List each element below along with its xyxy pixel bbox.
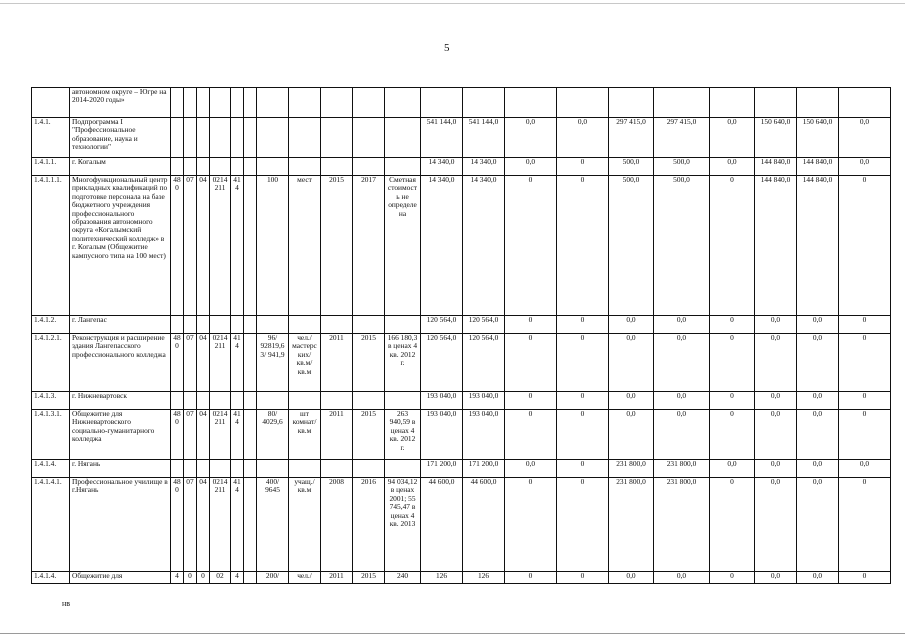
- cell-v4: 0,0: [557, 118, 609, 158]
- cell-v2: 120 564,0: [463, 334, 505, 392]
- cell-start: 2011: [321, 572, 353, 584]
- cell-v6: [654, 88, 710, 118]
- cell-c1: [171, 88, 184, 118]
- cell-c1: [171, 460, 184, 478]
- cell-c4: [210, 460, 231, 478]
- cell-v10: 0: [839, 410, 891, 460]
- cell-end: 2015: [353, 572, 385, 584]
- cell-v1: [421, 88, 463, 118]
- cell-v7: 0: [710, 572, 755, 584]
- cell-c3: [197, 158, 210, 176]
- page-number: 5: [444, 42, 450, 54]
- cell-v9: 0,0: [797, 316, 839, 334]
- cell-cost: [385, 460, 421, 478]
- cell-v7: 0: [710, 478, 755, 572]
- cell-code: 1.4.1.3.: [32, 392, 70, 410]
- cell-v5: 500,0: [609, 176, 654, 316]
- cell-v2: 14 340,0: [463, 158, 505, 176]
- cell-c6: [244, 88, 257, 118]
- cell-name: Профессиональное училище в г.Нягань: [70, 478, 171, 572]
- cell-c3: 04: [197, 176, 210, 316]
- cell-c4: 0214211: [210, 410, 231, 460]
- cell-v9: 0,0: [797, 334, 839, 392]
- cell-cost: [385, 118, 421, 158]
- footer-text: нв: [62, 599, 71, 608]
- cell-c5: [231, 316, 244, 334]
- cell-v1: 120 564,0: [421, 316, 463, 334]
- cell-v3: 0,0: [505, 118, 557, 158]
- table-row: [32, 410, 891, 460]
- table-row: [32, 118, 891, 158]
- cell-end: [353, 392, 385, 410]
- cell-unit: [289, 392, 321, 410]
- cell-start: [321, 158, 353, 176]
- cell-v4: 0: [557, 460, 609, 478]
- cell-c2: [184, 118, 197, 158]
- cell-cap: [257, 460, 289, 478]
- cell-v6: 231 800,0: [654, 460, 710, 478]
- cell-cap: [257, 88, 289, 118]
- cell-v1: 171 200,0: [421, 460, 463, 478]
- cell-c3: [197, 460, 210, 478]
- cell-c6: [244, 410, 257, 460]
- cell-v9: 144 840,0: [797, 158, 839, 176]
- cell-end: 2017: [353, 176, 385, 316]
- cell-v1: 14 340,0: [421, 158, 463, 176]
- cell-c6: [244, 158, 257, 176]
- cell-cost: 263 940,59 в ценах 4 кв. 2012 г.: [385, 410, 421, 460]
- cell-v5: 0,0: [609, 572, 654, 584]
- cell-name: автономном округе – Югре на 2014-2020 годы»: [70, 88, 171, 118]
- cell-cost: 240: [385, 572, 421, 584]
- cell-v4: 0: [557, 478, 609, 572]
- cell-v9: [797, 88, 839, 118]
- cell-end: [353, 118, 385, 158]
- cell-v6: 297 415,0: [654, 118, 710, 158]
- cell-v6: 500,0: [654, 176, 710, 316]
- cell-v5: 231 800,0: [609, 478, 654, 572]
- cell-c1: 480: [171, 176, 184, 316]
- cell-v7: 0: [710, 410, 755, 460]
- cell-cap: [257, 392, 289, 410]
- table-row: [32, 158, 891, 176]
- cell-end: 2015: [353, 334, 385, 392]
- cell-v2: 171 200,0: [463, 460, 505, 478]
- cell-cap: 400/ 9645: [257, 478, 289, 572]
- cell-v3: [505, 88, 557, 118]
- cell-code: 1.4.1.1.: [32, 158, 70, 176]
- cell-c1: 480: [171, 334, 184, 392]
- cell-name: Общежитие для Нижневартовского социально-гуманитарного колледжа: [70, 410, 171, 460]
- cell-c5: [231, 118, 244, 158]
- cell-v10: 0: [839, 572, 891, 584]
- scan-bottom-edge: [0, 633, 905, 634]
- cell-v2: 193 040,0: [463, 410, 505, 460]
- cell-c5: [231, 158, 244, 176]
- table-row: [32, 176, 891, 316]
- cell-c5: [231, 88, 244, 118]
- cell-name: г. Нягань: [70, 460, 171, 478]
- cell-start: 2011: [321, 334, 353, 392]
- cell-v7: [710, 88, 755, 118]
- cell-c4: [210, 392, 231, 410]
- cell-v6: 500,0: [654, 158, 710, 176]
- cell-unit: [289, 118, 321, 158]
- cell-c2: [184, 392, 197, 410]
- cell-cost: [385, 392, 421, 410]
- cell-v5: 231 800,0: [609, 460, 654, 478]
- cell-unit: мест: [289, 176, 321, 316]
- cell-v2: 44 600,0: [463, 478, 505, 572]
- cell-c5: 414: [231, 176, 244, 316]
- cell-v4: 0: [557, 316, 609, 334]
- cell-end: [353, 316, 385, 334]
- cell-v3: 0: [505, 176, 557, 316]
- cell-cost: [385, 316, 421, 334]
- cell-v6: 0,0: [654, 334, 710, 392]
- cell-v8: 0,0: [755, 316, 797, 334]
- cell-v10: 0: [839, 478, 891, 572]
- cell-v9: 0,0: [797, 572, 839, 584]
- cell-unit: чел./: [289, 572, 321, 584]
- cell-c1: 480: [171, 410, 184, 460]
- cell-code: [32, 88, 70, 118]
- cell-start: [321, 316, 353, 334]
- cell-code: 1.4.1.3.1.: [32, 410, 70, 460]
- cell-name: Многофункциональный центр прикладных квалификаций по подготовке персонала на базе бюджетного учреждения профессионального образования автономного округа «Когалымский политехнический колледж» в г. Когалым (Общежитие кампусного типа на 100 мест): [70, 176, 171, 316]
- cell-v9: 0,0: [797, 460, 839, 478]
- cell-v8: [755, 88, 797, 118]
- cell-v3: 0,0: [505, 158, 557, 176]
- cell-v7: 0,0: [710, 460, 755, 478]
- cell-v5: 0,0: [609, 392, 654, 410]
- cell-code: 1.4.1.4.: [32, 572, 70, 584]
- cell-start: [321, 460, 353, 478]
- cell-v4: 0: [557, 176, 609, 316]
- cell-v8: 0,0: [755, 334, 797, 392]
- cell-name: Общежитие для: [70, 572, 171, 584]
- cell-c6: [244, 572, 257, 584]
- cell-cap: [257, 158, 289, 176]
- cell-v7: 0: [710, 176, 755, 316]
- cell-v3: 0,0: [505, 460, 557, 478]
- cell-v7: 0: [710, 392, 755, 410]
- cell-v7: 0,0: [710, 118, 755, 158]
- cell-v1: 44 600,0: [421, 478, 463, 572]
- cell-v9: 0,0: [797, 478, 839, 572]
- cell-v3: 0: [505, 478, 557, 572]
- cell-c6: [244, 334, 257, 392]
- cell-c4: [210, 316, 231, 334]
- cell-name: Подпрограмма I "Профессиональное образование, наука и технологии": [70, 118, 171, 158]
- cell-end: 2016: [353, 478, 385, 572]
- cell-v2: 120 564,0: [463, 316, 505, 334]
- cell-name: г. Лангепас: [70, 316, 171, 334]
- cell-v9: 150 640,0: [797, 118, 839, 158]
- cell-unit: [289, 158, 321, 176]
- cell-v1: 120 564,0: [421, 334, 463, 392]
- cell-v9: 0,0: [797, 410, 839, 460]
- cell-v1: 14 340,0: [421, 176, 463, 316]
- cell-unit: чел./ мастерских/ кв.м/ кв.м: [289, 334, 321, 392]
- cell-unit: учащ./ кв.м: [289, 478, 321, 572]
- cell-v4: [557, 88, 609, 118]
- cell-v10: 0: [839, 176, 891, 316]
- cell-v10: 0: [839, 316, 891, 334]
- cell-v5: 0,0: [609, 410, 654, 460]
- cell-v3: 0: [505, 334, 557, 392]
- cell-c1: [171, 316, 184, 334]
- cell-c3: 04: [197, 410, 210, 460]
- cell-c3: [197, 88, 210, 118]
- cell-v2: 126: [463, 572, 505, 584]
- cell-cost: [385, 158, 421, 176]
- cell-c2: 0: [184, 572, 197, 584]
- budget-table: [31, 87, 891, 584]
- cell-v1: 193 040,0: [421, 392, 463, 410]
- cell-v5: [609, 88, 654, 118]
- table-row: [32, 478, 891, 572]
- cell-c2: 07: [184, 410, 197, 460]
- cell-cost: 166 180,3 в ценах 4 кв. 2012 г.: [385, 334, 421, 392]
- cell-unit: [289, 316, 321, 334]
- cell-code: 1.4.1.: [32, 118, 70, 158]
- table-row: [32, 392, 891, 410]
- cell-c6: [244, 460, 257, 478]
- cell-v4: 0: [557, 410, 609, 460]
- table-row: [32, 88, 891, 118]
- cell-c3: 04: [197, 478, 210, 572]
- cell-start: 2011: [321, 410, 353, 460]
- scan-top-edge: [0, 3, 905, 4]
- cell-c5: [231, 460, 244, 478]
- cell-cost: [385, 88, 421, 118]
- cell-c4: 0214211: [210, 334, 231, 392]
- cell-start: 2008: [321, 478, 353, 572]
- cell-v4: 0: [557, 334, 609, 392]
- cell-c4: 02: [210, 572, 231, 584]
- cell-c4: 0214211: [210, 478, 231, 572]
- cell-v8: 144 840,0: [755, 158, 797, 176]
- cell-c2: [184, 460, 197, 478]
- cell-cap: [257, 316, 289, 334]
- cell-v3: 0: [505, 572, 557, 584]
- cell-v10: 0,0: [839, 158, 891, 176]
- cell-c4: [210, 158, 231, 176]
- cell-v6: 231 800,0: [654, 478, 710, 572]
- cell-v3: 0: [505, 410, 557, 460]
- cell-v3: 0: [505, 316, 557, 334]
- table-row: [32, 460, 891, 478]
- cell-cost: Сметная стоимость не определена: [385, 176, 421, 316]
- cell-c4: [210, 88, 231, 118]
- cell-v8: 0,0: [755, 410, 797, 460]
- cell-c6: [244, 478, 257, 572]
- cell-c3: [197, 118, 210, 158]
- cell-v2: 541 144,0: [463, 118, 505, 158]
- cell-code: 1.4.1.2.: [32, 316, 70, 334]
- cell-c5: 4: [231, 572, 244, 584]
- cell-code: 1.4.1.2.1.: [32, 334, 70, 392]
- cell-name: г. Нижневартовск: [70, 392, 171, 410]
- cell-v10: 0: [839, 334, 891, 392]
- cell-c6: [244, 392, 257, 410]
- cell-c6: [244, 118, 257, 158]
- cell-v8: 0,0: [755, 572, 797, 584]
- cell-c2: 07: [184, 478, 197, 572]
- cell-c1: 480: [171, 478, 184, 572]
- cell-code: 1.4.1.1.1.: [32, 176, 70, 316]
- cell-c2: [184, 158, 197, 176]
- cell-c2: 07: [184, 334, 197, 392]
- cell-c2: [184, 316, 197, 334]
- table-row: [32, 316, 891, 334]
- cell-v5: 0,0: [609, 316, 654, 334]
- cell-cap: 96/ 92819,63/ 941,9: [257, 334, 289, 392]
- cell-v9: 144 840,0: [797, 176, 839, 316]
- cell-c3: 0: [197, 572, 210, 584]
- cell-v5: 500,0: [609, 158, 654, 176]
- cell-v8: 144 840,0: [755, 176, 797, 316]
- cell-cap: [257, 118, 289, 158]
- cell-unit: шт комнат/ кв.м: [289, 410, 321, 460]
- cell-v3: 0: [505, 392, 557, 410]
- cell-unit: [289, 460, 321, 478]
- cell-c5: 414: [231, 334, 244, 392]
- cell-v6: 0,0: [654, 572, 710, 584]
- cell-c4: 0214211: [210, 176, 231, 316]
- cell-v7: 0,0: [710, 158, 755, 176]
- cell-v8: 150 640,0: [755, 118, 797, 158]
- cell-c5: [231, 392, 244, 410]
- cell-v4: 0: [557, 572, 609, 584]
- cell-end: [353, 460, 385, 478]
- cell-cost: 94 034,12 в ценах 2001; 55 745,47 в ценах 4 кв. 2013: [385, 478, 421, 572]
- cell-c6: [244, 316, 257, 334]
- cell-v1: 126: [421, 572, 463, 584]
- cell-c1: [171, 118, 184, 158]
- cell-end: [353, 88, 385, 118]
- cell-start: [321, 118, 353, 158]
- table-row: [32, 572, 891, 584]
- cell-v6: 0,0: [654, 410, 710, 460]
- cell-v6: 0,0: [654, 316, 710, 334]
- cell-c3: 04: [197, 334, 210, 392]
- cell-start: 2015: [321, 176, 353, 316]
- cell-c5: 414: [231, 410, 244, 460]
- cell-cap: 200/: [257, 572, 289, 584]
- cell-c1: [171, 392, 184, 410]
- cell-v10: 0,0: [839, 460, 891, 478]
- cell-v7: 0: [710, 316, 755, 334]
- cell-c6: [244, 176, 257, 316]
- cell-v4: 0: [557, 392, 609, 410]
- cell-end: 2015: [353, 410, 385, 460]
- cell-v2: 193 040,0: [463, 392, 505, 410]
- cell-cap: 100: [257, 176, 289, 316]
- table-row: [32, 334, 891, 392]
- cell-name: Реконструкция и расширение здания Лангепасского профессионального колледжа: [70, 334, 171, 392]
- cell-unit: [289, 88, 321, 118]
- cell-c1: 4: [171, 572, 184, 584]
- cell-start: [321, 88, 353, 118]
- cell-v10: [839, 88, 891, 118]
- cell-name: г. Когалым: [70, 158, 171, 176]
- cell-code: 1.4.1.4.: [32, 460, 70, 478]
- cell-v6: 0,0: [654, 392, 710, 410]
- cell-v10: 0: [839, 392, 891, 410]
- cell-start: [321, 392, 353, 410]
- cell-v8: 0,0: [755, 460, 797, 478]
- cell-c5: 414: [231, 478, 244, 572]
- cell-cap: 80/ 4029,6: [257, 410, 289, 460]
- cell-end: [353, 158, 385, 176]
- cell-c3: [197, 392, 210, 410]
- cell-v1: 541 144,0: [421, 118, 463, 158]
- cell-v5: 297 415,0: [609, 118, 654, 158]
- cell-c2: 07: [184, 176, 197, 316]
- cell-v8: 0,0: [755, 478, 797, 572]
- cell-v5: 0,0: [609, 334, 654, 392]
- cell-v2: [463, 88, 505, 118]
- cell-c3: [197, 316, 210, 334]
- cell-v1: 193 040,0: [421, 410, 463, 460]
- cell-v9: 0,0: [797, 392, 839, 410]
- cell-c2: [184, 88, 197, 118]
- cell-c1: [171, 158, 184, 176]
- cell-c4: [210, 118, 231, 158]
- cell-v10: 0,0: [839, 118, 891, 158]
- cell-v7: 0: [710, 334, 755, 392]
- cell-v8: 0,0: [755, 392, 797, 410]
- cell-v4: 0: [557, 158, 609, 176]
- cell-v2: 14 340,0: [463, 176, 505, 316]
- cell-code: 1.4.1.4.1.: [32, 478, 70, 572]
